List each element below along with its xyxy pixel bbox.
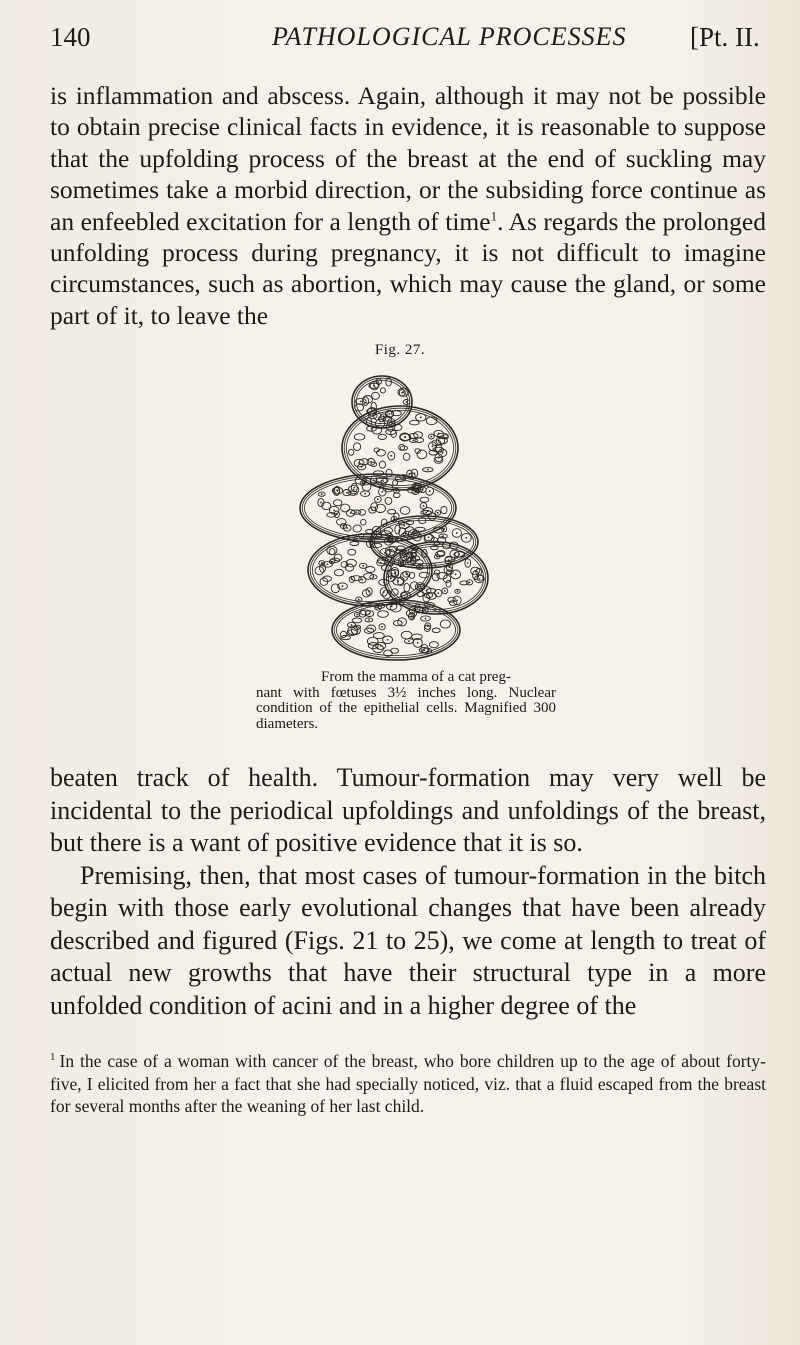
- paragraph-top-text: is inflammation and abscess. Again, although it may not be possible to obtain precise clinical facts in evidence, it is reasonable to suppose that the upfolding process of the breast at the end of suckling may sometimes take a morbid direction, or the subsiding force continue as an enfeebled excitation for a length of time: [50, 81, 766, 236]
- caption-rest: nant with fœtuses 3½ inches long. Nuclear condition of the epithelial cells. Magnified 300 diameters.: [256, 684, 556, 732]
- epithelial-cell: [404, 583, 410, 592]
- epithelial-cell: [380, 388, 385, 393]
- cell-nucleus: [465, 537, 467, 539]
- cell-nucleus: [372, 509, 374, 511]
- epithelial-cell: [364, 573, 374, 579]
- cell-nucleus: [432, 445, 434, 447]
- cell-nucleus: [427, 469, 429, 471]
- cell-nucleus: [381, 491, 383, 493]
- paragraph-mid-2-wrap: [50, 860, 766, 1023]
- cell-nucleus: [404, 536, 406, 538]
- cell-nucleus: [390, 426, 392, 428]
- cell-nucleus: [420, 586, 422, 588]
- page-number: 140: [50, 22, 91, 52]
- caption-line-1: From the mamma of a cat preg-: [321, 669, 511, 685]
- cell-nucleus: [431, 436, 433, 438]
- cell-nucleus: [334, 559, 336, 561]
- cell-nucleus: [342, 585, 344, 587]
- epithelial-cell: [362, 483, 371, 491]
- cell-nucleus: [362, 565, 364, 567]
- epithelial-cell: [354, 434, 365, 440]
- cell-nucleus: [419, 566, 421, 568]
- epithelial-cell: [352, 618, 362, 623]
- epithelial-cell: [429, 642, 438, 648]
- cell-nucleus: [360, 401, 362, 403]
- epithelial-cell: [410, 420, 420, 425]
- cell-nucleus: [442, 535, 444, 537]
- epithelial-cell: [354, 443, 361, 451]
- epithelial-cell: [448, 597, 456, 602]
- figure-illustration: [240, 370, 560, 670]
- cell-nucleus: [467, 562, 469, 564]
- epithelial-cell: [393, 480, 398, 485]
- cell-nucleus: [373, 385, 375, 387]
- cell-nucleus: [437, 512, 439, 514]
- cell-nucleus: [444, 590, 446, 592]
- cell-nucleus: [353, 487, 355, 489]
- epithelial-cell: [334, 569, 343, 575]
- cell-nucleus: [448, 559, 450, 561]
- cell-nucleus: [442, 452, 444, 454]
- epithelial-cell: [415, 438, 424, 443]
- cell-nucleus: [361, 579, 363, 581]
- epithelial-cell: [401, 572, 409, 581]
- cell-nucleus: [379, 423, 381, 425]
- cell-nucleus: [389, 413, 391, 415]
- epithelial-cell: [323, 576, 332, 581]
- cell-nucleus: [390, 578, 392, 580]
- cell-nucleus: [406, 401, 408, 403]
- epithelial-cell: [385, 497, 392, 504]
- cell-nucleus: [383, 591, 385, 593]
- cell-nucleus: [469, 581, 471, 583]
- paragraph-top: [50, 80, 766, 331]
- cell-nucleus: [395, 490, 397, 492]
- cell-nucleus: [449, 566, 451, 568]
- part-mark: [Pt. II.: [690, 22, 760, 52]
- cell-nucleus: [351, 579, 353, 581]
- epithelial-cell: [446, 580, 451, 587]
- cell-nucleus: [377, 499, 379, 501]
- epithelial-cell: [386, 378, 392, 386]
- footnote-reference: 1: [490, 208, 498, 224]
- cell-nucleus: [412, 489, 414, 491]
- epithelial-cell: [333, 500, 342, 506]
- page-header: [50, 22, 780, 62]
- cell-nucleus: [381, 626, 383, 628]
- cell-nucleus: [343, 525, 345, 527]
- epithelial-cell: [378, 434, 386, 439]
- epithelial-cell: [426, 417, 437, 425]
- cell-nucleus: [408, 640, 410, 642]
- figure-label: Fig. 27.: [374, 342, 426, 358]
- paragraph-top-text-rest: . As regards the prolonged unfolding process during pregnancy, it is not difficult to imagine circumstances, such as abortion, which may cause the gland, or some part of it, to leave the: [50, 206, 766, 330]
- cell-nucleus: [423, 649, 425, 651]
- cell-nucleus: [356, 614, 358, 616]
- epithelial-cell: [348, 549, 356, 555]
- epithelial-cell: [386, 469, 392, 477]
- epithelial-cell: [377, 450, 386, 457]
- epithelial-cell: [364, 628, 373, 633]
- cell-nucleus: [406, 573, 408, 575]
- cell-nucleus: [394, 573, 396, 575]
- cell-nucleus: [405, 436, 407, 438]
- cell-nucleus: [390, 455, 392, 457]
- cell-nucleus: [420, 417, 422, 419]
- cell-nucleus: [423, 505, 425, 507]
- cell-nucleus: [428, 537, 430, 539]
- epithelial-cell: [388, 509, 396, 514]
- epithelial-cell: [359, 509, 366, 515]
- epithelial-cell: [327, 546, 337, 554]
- cell-nucleus: [365, 480, 367, 482]
- epithelial-cell: [432, 573, 439, 581]
- epithelial-cell: [400, 507, 410, 515]
- cell-nucleus: [436, 556, 438, 558]
- cell-nucleus: [404, 595, 406, 597]
- cell-nucleus: [455, 574, 457, 576]
- epithelial-cell: [419, 572, 429, 578]
- cell-nucleus: [457, 590, 459, 592]
- cell-nucleus: [368, 619, 370, 621]
- epithelial-cell: [420, 497, 429, 502]
- epithelial-cell: [432, 628, 440, 633]
- cell-nucleus: [424, 609, 426, 611]
- cell-nucleus: [387, 639, 389, 641]
- epithelial-cell: [355, 404, 364, 411]
- paragraph-mid-1: beaten track of health. Tumour-formation may very well be incidental to the periodical upfoldings and unfoldings of the breast, but there is a want of positive evidence that it is so.: [50, 763, 766, 857]
- cell-nucleus: [358, 462, 360, 464]
- cell-nucleus: [412, 559, 414, 561]
- cell-nucleus: [456, 532, 458, 534]
- cell-nucleus: [414, 472, 416, 474]
- paragraph-middle: [50, 762, 766, 1022]
- cell-nucleus: [336, 489, 338, 491]
- cell-nucleus: [333, 509, 335, 511]
- epithelial-cell: [415, 527, 425, 531]
- epithelial-cell: [366, 567, 375, 573]
- cell-nucleus: [458, 554, 460, 556]
- cell-nucleus: [377, 606, 379, 608]
- cell-nucleus: [358, 599, 360, 601]
- epithelial-cell: [341, 504, 350, 512]
- epithelial-cell: [372, 392, 380, 399]
- cell-nucleus: [351, 632, 353, 634]
- paragraph-mid-2: Premising, then, that most cases of tumour-formation in the bitch begin with those early evolutional changes that have been already described and figured (Figs. 21 to 25), we come at length to treat of actual new growths that have their structural type in a more unfolded condition of acini and in a higher degree of the: [50, 860, 766, 1020]
- epithelial-cell: [345, 564, 354, 571]
- cell-nucleus: [364, 493, 366, 495]
- cell-nucleus: [370, 543, 372, 545]
- cell-nucleus: [353, 489, 355, 491]
- epithelial-cell: [393, 493, 400, 498]
- cell-nucleus: [413, 440, 415, 442]
- cell-nucleus: [425, 512, 427, 514]
- cell-nucleus: [355, 511, 357, 513]
- cell-nucleus: [381, 480, 383, 482]
- footnote-text: In the case of a woman with cancer of the breast, who bore children up to the age of about forty-five, I elicited from her a fact that she had specially noticed, viz. that a fluid escaped from the breast for several months after the weaning of her last child.: [50, 1051, 766, 1116]
- epithelial-cell: [379, 461, 385, 468]
- cell-nucleus: [327, 564, 329, 566]
- epithelial-cell: [353, 525, 361, 532]
- cell-nucleus: [370, 628, 372, 630]
- cell-nucleus: [437, 592, 439, 594]
- epithelial-cell: [401, 631, 412, 639]
- cell-nucleus: [321, 493, 323, 495]
- epithelial-cell: [441, 507, 447, 514]
- cell-nucleus: [417, 642, 419, 644]
- epithelial-cell: [417, 592, 423, 597]
- epithelial-cell: [378, 611, 389, 618]
- epithelial-cell: [417, 450, 427, 459]
- cell-nucleus: [402, 562, 404, 564]
- cell-nucleus: [422, 489, 424, 491]
- cell-nucleus: [373, 576, 375, 578]
- cell-nucleus: [429, 490, 431, 492]
- running-head: PATHOLOGICAL PROCESSES: [272, 22, 627, 51]
- epithelial-cell: [371, 503, 378, 511]
- footnote: [50, 1050, 766, 1118]
- acini-cluster: [300, 376, 488, 660]
- epithelial-cell: [434, 570, 440, 575]
- cell-nucleus: [351, 624, 353, 626]
- cell-nucleus: [474, 570, 476, 572]
- figure-caption: [256, 670, 556, 732]
- cell-nucleus: [417, 607, 419, 609]
- epithelial-cell: [391, 567, 399, 576]
- cell-nucleus: [346, 492, 348, 494]
- epithelial-cell: [349, 449, 354, 455]
- cell-nucleus: [373, 479, 375, 481]
- epithelial-cell: [390, 604, 401, 612]
- epithelial-cell: [403, 453, 410, 460]
- cell-nucleus: [368, 591, 370, 593]
- cell-nucleus: [456, 600, 458, 602]
- cell-nucleus: [425, 618, 427, 620]
- cell-nucleus: [402, 391, 404, 393]
- epithelial-cell: [361, 519, 366, 525]
- acini-engraving: [240, 370, 560, 670]
- epithelial-cell: [350, 542, 359, 546]
- epithelial-cell: [440, 620, 450, 628]
- cell-nucleus: [380, 645, 382, 647]
- cell-nucleus: [479, 578, 481, 580]
- cell-nucleus: [427, 625, 429, 627]
- epithelial-cell: [374, 633, 385, 639]
- cell-nucleus: [388, 541, 390, 543]
- footnote-mark: 1: [50, 1051, 56, 1064]
- cell-nucleus: [320, 502, 322, 504]
